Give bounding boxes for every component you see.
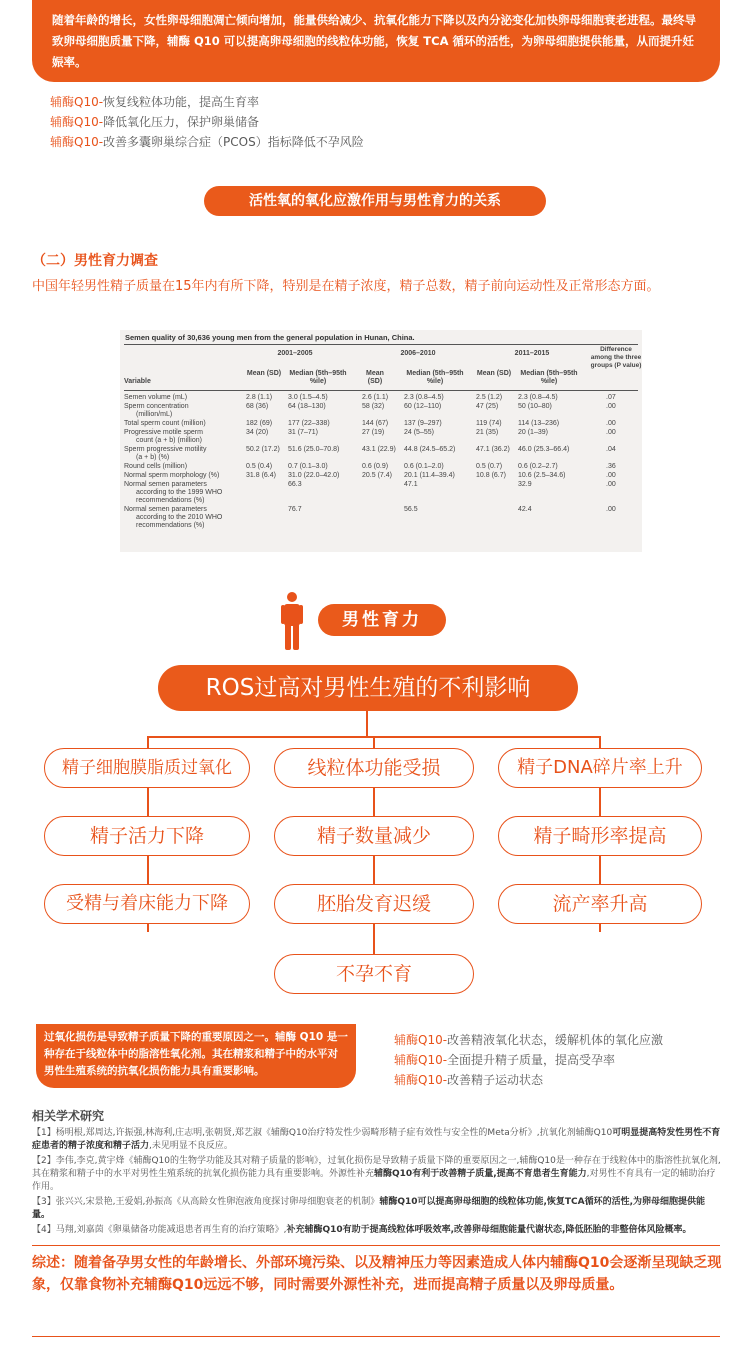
effect-node: 受精与着床能力下降 [44,884,250,924]
effect-node: 胚胎发育迟缓 [274,884,474,924]
value-cell: 42.4 [518,506,532,513]
reference-text: 【1】杨明根,郑周达,许振强,林海利,庄志明,张朝贤,郑艺淑《辅酶Q10治疗特发性少弱畸形精子症有效性与安全性的Meta分析》,抗氧化剂辅酶Q10 [32,1128,613,1138]
variable-header: Variable [124,378,151,385]
value-cell: 31 (7–71) [288,429,318,436]
value-cell: 10.6 (2.5–34.6) [518,472,566,479]
reference-highlight: 辅酶Q10有利于改善精子质量,提高不育患者生育能力 [374,1169,587,1179]
value-cell: 21 (35) [476,429,499,436]
value-cell: 60 (12–110) [404,403,442,410]
value-cell: 0.5 (0.4) [246,463,273,470]
value-cell: 31.0 (22.0–42.0) [288,472,340,479]
value-cell: 43.1 (22.9) [362,446,396,453]
benefit-text: 全面提升精子质量，提高受孕率 [447,1053,616,1067]
benefit-prefix: 辅酶Q10- [50,95,104,109]
variable-cell: Round cells (million) [124,463,188,470]
benefit-prefix: 辅酶Q10- [50,115,104,129]
female-benefit-item [50,132,364,152]
median-header: Median (5th–95th %ile) [289,370,347,385]
variable-cell: according to the 1999 WHO [136,489,223,496]
value-cell: 119 (74) [476,420,502,427]
value-cell: 182 (69) [246,420,273,427]
value-cell: 51.6 (25.0–70.8) [288,446,340,453]
effect-node: 不孕不育 [274,954,474,994]
value-cell: 137 (9–297) [404,420,442,427]
reference-item [32,1224,722,1237]
value-cell: 27 (19) [362,429,385,436]
benefit-prefix: 辅酶Q10- [394,1033,448,1047]
benefit-text: 改善精子运动状态 [447,1073,544,1087]
value-cell: 3.0 (1.5–4.5) [288,394,328,401]
mean-header: Mean (SD) [476,370,512,377]
value-cell: 34 (20) [246,429,269,436]
benefit-text: 改善精液氧化状态，缓解机体的氧化应激 [447,1033,664,1047]
reference-highlight: 补充辅酶Q10有助于提高线粒体呼吸效率,改善卵母细胞能量代谢状态,降低胚胎的非整倍体风险概率。 [286,1225,692,1235]
variable-cell: Normal sperm morphology (%) [124,472,220,479]
reference-highlight: 辅酶Q10可以提高卵母细胞的线粒体功能,恢复TCA循环的活性,为卵母细胞提供能量。 [32,1197,706,1220]
man-icon [281,592,303,650]
p-value-cell: .00 [606,420,616,427]
reference-text: ,对男性不育具有一定的辅助治疗作用。 [32,1169,716,1192]
difference-header: Difference among the three groups (P value) [590,346,642,369]
variable-cell: recommendations (%) [136,497,205,504]
section-intro: 中国年轻男性精子质量在15年内有所下降，特别是在精子浓度，精子总数，精子前向运动性及正常形态方面。 [32,279,660,294]
oxidative-note-box [36,1024,356,1088]
variable-cell: Semen volume (mL) [124,394,188,401]
value-cell: 0.6 (0.9) [362,463,389,470]
p-value-cell: .36 [606,463,616,470]
p-value-cell: .00 [606,403,616,410]
effect-node: 线粒体功能受损 [274,748,474,788]
table-rule [124,390,638,391]
value-cell: 47.1 (36.2) [476,446,510,453]
value-cell: 50 (10–80) [518,403,552,410]
benefit-prefix: 辅酶Q10- [394,1053,448,1067]
oxidative-note-text: 过氧化损伤是导致精子质量下降的重要原因之一。辅酶 Q10 是一种存在于线粒体中的脂溶性氧化剂。其在精浆和精子中的水平对男性生殖系统的抗氧化损伤能力具有重要影响。 [44,1031,348,1077]
benefit-text: 改善多囊卵巢综合症（PCOS）指标降低不孕风险 [103,135,364,149]
female-benefits-list [50,92,364,152]
value-cell: 2.6 (1.1) [362,394,389,401]
mean-header: Mean (SD) [246,370,282,377]
divider [32,1245,720,1246]
effect-node: 精子细胞膜脂质过氧化 [44,748,250,788]
value-cell: 0.7 (0.1–3.0) [288,463,328,470]
section-pill-heading: 活性氧的氧化应激作用与男性育力的关系 [204,186,546,216]
value-cell: 46.0 (25.3–66.4) [518,446,570,453]
benefit-text: 降低氧化压力，保护卵巢储备 [103,115,260,129]
variable-cell: count (a + b) (million) [136,437,202,444]
variable-cell: according to the 2010 WHO [136,514,223,521]
period-header: 2006–2010 [400,350,436,357]
p-value-cell: .00 [606,472,616,479]
variable-cell: Normal semen parameters [124,506,207,513]
reference-text: ,未见明显不良反应。 [149,1141,233,1151]
value-cell: 0.6 (0.1–2.0) [404,463,444,470]
section-title: （二）男性育力调查 [32,253,158,269]
value-cell: 177 (22–338) [288,420,330,427]
references-title: 相关学术研究 [32,1109,105,1123]
period-header: 2011–2015 [514,350,550,357]
table-caption: Semen quality of 30,636 young men from the general population in Hunan, China. [125,333,415,342]
p-value-cell: .00 [606,429,616,436]
p-value-cell: .04 [606,446,616,453]
male-benefit-item [394,1050,663,1070]
male-benefits-list [394,1030,663,1090]
reference-highlight: 可明显提高特发性男性不育症患者的精子浓度和精子活力 [32,1128,721,1151]
reference-text: 【4】马翔,刘嘉茵《卵巢储备功能减退患者再生育的治疗策略》, [32,1225,287,1235]
median-header: Median (5th–95th %ile) [520,370,578,385]
reference-item [32,1155,722,1194]
effect-node: 流产率升高 [498,884,702,924]
value-cell: 68 (36) [246,403,269,410]
reference-text: 【3】张兴兴,宋景艳,王爱娟,孙振高《从高龄女性卵泡液角度探讨卵母细胞衰老的机制》 [32,1197,380,1207]
benefit-prefix: 辅酶Q10- [50,135,104,149]
effect-node: 精子活力下降 [44,816,250,856]
mean-header: Mean (SD) [366,370,384,385]
value-cell: 64 (18–130) [288,403,326,410]
value-cell: 20 (1–39) [518,429,548,436]
p-value-cell: .00 [606,506,616,513]
value-cell: 2.8 (1.1) [246,394,273,401]
value-cell: 2.5 (1.2) [476,394,503,401]
value-cell: 47.1 [404,481,418,488]
male-benefit-item [394,1070,663,1090]
variable-cell: Progressive motile sperm [124,429,203,436]
value-cell: 47 (25) [476,403,499,410]
variable-cell: Total sperm count (million) [124,420,206,427]
summary-text: 综述：随着备孕男女性的年龄增长、外部环境污染、以及精神压力等因素造成人体内辅酶Q10会逐渐呈现缺乏现象，仅靠食物补充辅酶Q10远远不够，同时需要外源性补充，进而提高精子质量以及卵母质量。 [32,1255,722,1293]
median-header: Median (5th–95th %ile) [406,370,464,385]
female-benefit-item [50,92,364,112]
value-cell: 44.8 (24.5–65.2) [404,446,456,453]
variable-cell: recommendations (%) [136,522,205,529]
value-cell: 66.3 [288,481,302,488]
ros-title: ROS过高对男性生殖的不利影响 [158,665,578,711]
value-cell: 20.5 (7.4) [362,472,392,479]
variable-cell: (a + b) (%) [136,454,170,461]
variable-cell: Normal semen parameters [124,481,207,488]
intro-highlight-text: 随着年龄的增长，女性卵母细胞凋亡倾向增加，能量供给减少、抗氧化能力下降以及内分泌变化加快卵母细胞衰老进程。最终导致卵母细胞质量下降，辅酶 Q10 可以提高卵母细胞的线粒体功能，恢复 TCA 循环的活性，为卵母细胞提供能量，从而提升妊娠率。 [52,13,696,69]
value-cell: 2.3 (0.8–4.5) [404,394,444,401]
value-cell: 10.8 (6.7) [476,472,506,479]
value-cell: 20.1 (11.4–39.4) [404,472,455,479]
reference-text: 【2】李伟,李克,黄宇烽《辅酶Q10的生物学功能及其对精子质量的影响》，过氧化损伤是导致精子质量下降的重要原因之一,辅酶Q10是一种存在于线粒体中的脂溶性抗氧化剂,其在精浆和精子中的水平对男性生殖系统的抗氧化损伤能力具有重要影响。外源性补充 [32,1156,721,1179]
male-fertility-pill: 男性育力 [318,604,446,636]
effect-node: 精子数量减少 [274,816,474,856]
value-cell: 2.3 (0.8–4.5) [518,394,558,401]
semen-quality-table [120,330,642,552]
table-rule [124,344,638,345]
value-cell: 0.5 (0.7) [476,463,503,470]
value-cell: 58 (32) [362,403,385,410]
variable-cell: (million/mL) [136,411,173,418]
p-value-cell: .00 [606,481,616,488]
value-cell: 31.8 (6.4) [246,472,276,479]
intro-highlight-box [32,0,720,82]
female-benefit-item [50,112,364,132]
variable-cell: Sperm progressive motility [124,446,207,453]
divider [32,1336,720,1337]
reference-item [32,1196,722,1222]
period-header: 2001–2005 [277,350,313,357]
references-list [32,1127,722,1237]
reference-item [32,1127,722,1153]
variable-cell: Sperm concentration [124,403,189,410]
benefit-prefix: 辅酶Q10- [394,1073,448,1087]
value-cell: 76.7 [288,506,302,513]
benefit-text: 恢复线粒体功能，提高生育率 [103,95,260,109]
value-cell: 114 (13–236) [518,420,560,427]
male-benefit-item [394,1030,663,1050]
value-cell: 50.2 (17.2) [246,446,280,453]
value-cell: 32.9 [518,481,532,488]
value-cell: 24 (5–55) [404,429,434,436]
value-cell: 144 (67) [362,420,389,427]
connector-line [366,711,368,737]
effect-node: 精子畸形率提高 [498,816,702,856]
effect-node: 精子DNA碎片率上升 [498,748,702,788]
value-cell: 56.5 [404,506,418,513]
p-value-cell: .07 [606,394,616,401]
value-cell: 0.6 (0.2–2.7) [518,463,558,470]
